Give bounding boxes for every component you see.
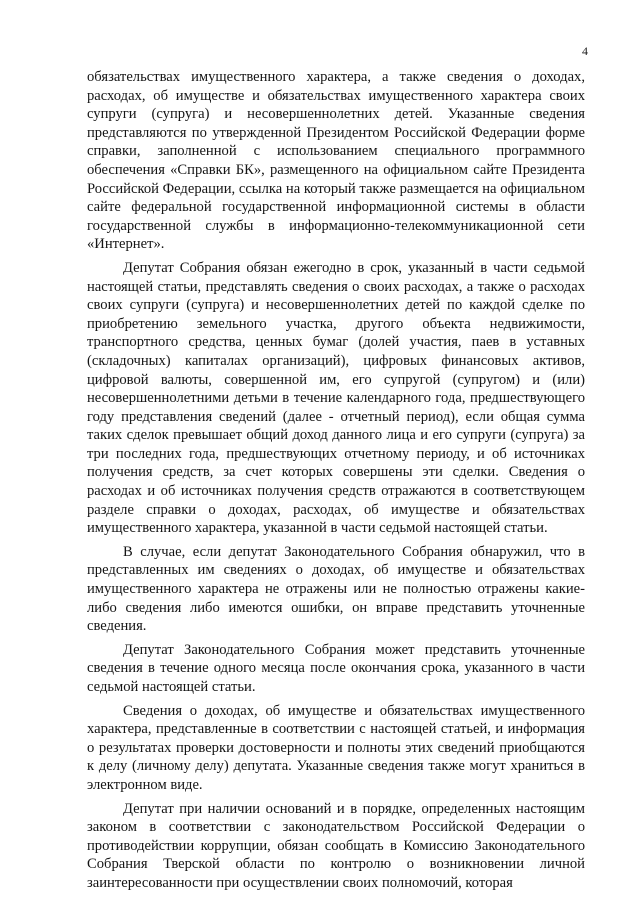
paragraph-corrections-right: В случае, если депутат Законодательного Собрания обнаружил, что в представленных им сведениях о доходах, об имуществе и обязательствах имущественного характера не отражены или не полностью отражены какие-либо сведения либо имеются ошибки, он вправе представить уточненные сведения. <box>87 543 585 635</box>
paragraph-expenses-disclosure: Депутат Собрания обязан ежегодно в срок, указанный в части седьмой настоящей статьи, представлять сведения о своих расходах, а также о расходах своих супруги (супруга) и несовершеннолетних детей по каждой сделке по приобретению земельного участка, другого объекта недвижимости, транспортного средства, ценных бумаг (долей участия, паев в уставных (складочных) капиталах организаций), цифровых финансовых активов, цифровой валюты, совершенной им, его супругой (супругом) и (или) несовершеннолетними детьми в течение календарного года, предшествующего году представления сведений (далее - отчетный период), если общая сумма таких сделок превышает общий доход данного лица и его супруги (супруга) за три последних года, предшествующих отчетному периоду, и об источниках получения средств, за счет которых совершены эти сделки. Сведения о расходах и об источниках получения средств отражаются в соответствующем разделе справки о доходах, расходах, об имуществе и обязательствах имущественного характера, указанной в части седьмой настоящей статьи. <box>87 259 585 537</box>
page-number: 4 <box>582 44 588 58</box>
paragraph-corrections-deadline: Депутат Законодательного Собрания может представить уточненные сведения в течение одного месяца после окончания срока, указанного в части седьмой настоящей статьи. <box>87 641 585 695</box>
paragraph-records-storage: Сведения о доходах, об имуществе и обязательствах имущественного характера, представленные в соответствии с настоящей статьей, и информация о результатах проверки достоверности и полноты этих сведений приобщаются к делу (личному делу) депутата. Указанные сведения также могут храниться в электронном виде. <box>87 702 585 793</box>
document-body <box>87 68 585 898</box>
paragraph-conflict-of-interest: Депутат при наличии оснований и в порядке, определенных настоящим законом в соответствии с законодательством Российской Федерации о противодействии коррупции, обязан сообщать в Комиссию Законодательного Собрания Тверской области по контролю о возникновении личной заинтересованности при осуществлении своих полномочий, которая <box>87 800 585 891</box>
paragraph-declaration-form: обязательствах имущественного характера, а также сведения о доходах, расходах, об имуществе и обязательствах имущественного характера своих супруги (супруга) и несовершеннолетних детей. Указанные сведения представляются по утвержденной Президентом Российской Федерации форме справки, заполненной с использованием специального программного обеспечения «Справки БК», размещенного на официальном сайте Президента Российской Федерации, ссылка на который также размещается на официальном сайте федеральной государственной информационной системы в области государственной службы в информационно-телекоммуникационной сети «Интернет». <box>87 69 585 253</box>
